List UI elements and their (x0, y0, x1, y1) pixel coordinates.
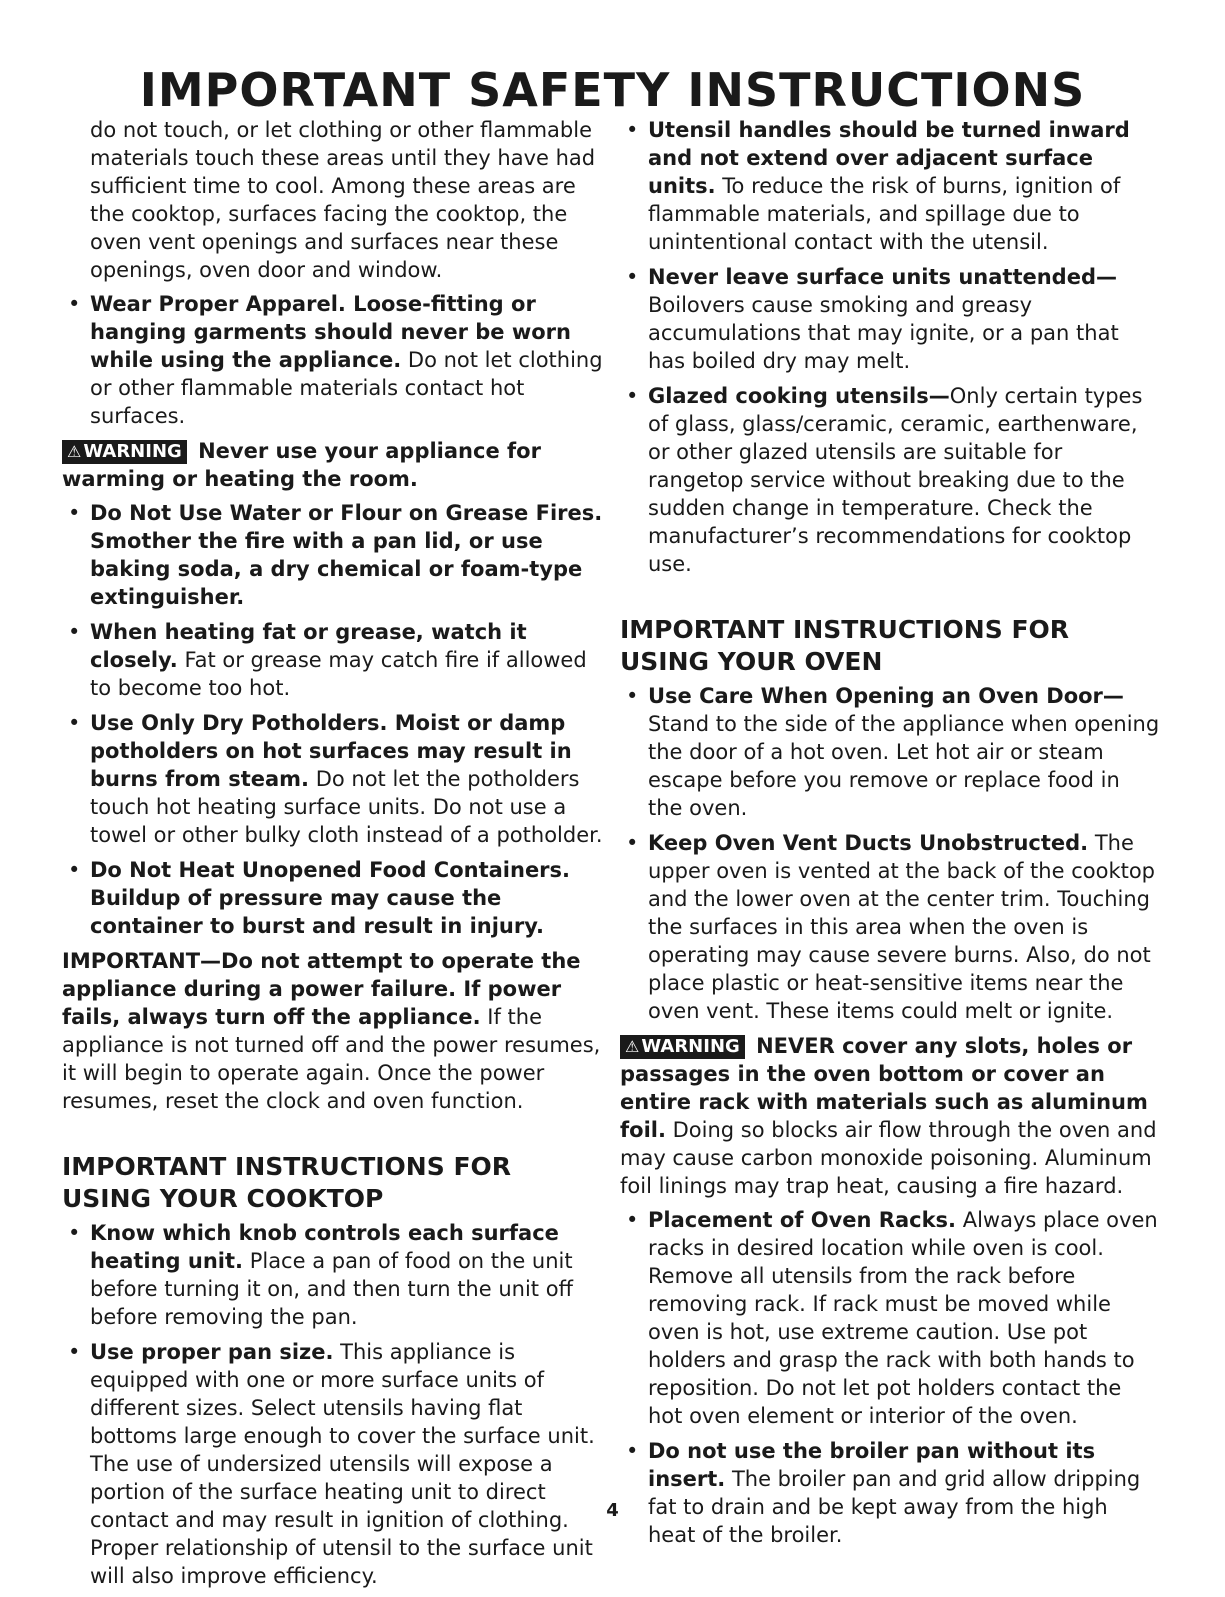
list-item (62, 499, 607, 611)
item-bold: Do Not Use Water or Flour on Grease Fires. Smother the fire with a pan lid, or use baking soda, a dry chemical or foam-type extinguisher. (90, 501, 603, 609)
warning-text: Never use your appliance for warming or heating the room. (62, 439, 541, 491)
warning-note (620, 1032, 1160, 1200)
warning-detail: Doing so blocks air flow through the oven and may cause carbon monoxide poisoning. Aluminum foil linings may trap heat, causing a fire hazard. (620, 1118, 1157, 1198)
item-text: The upper oven is vented at the back of the cooktop and the lower oven at the center trim. Touching the surfaces in this area when the oven is operating may cause severe burns. Also, do not place plastic or heat-sensitive items near the oven vent. These items could melt or ignite. (648, 831, 1156, 1023)
cooktop-list-continued (620, 116, 1160, 578)
item-text: This appliance is equipped with one or more surface units of different sizes. Select utensils having flat bottoms large enough to cover the surface unit. The use of undersized utensils will expose a portion of the surface heating unit to direct contact and may result in ignition of clothing. Proper relationship of utensil to the surface unit will also improve efficiency. (90, 1340, 595, 1588)
page-number: 4 (606, 1500, 619, 1521)
item-bold: Utensil handles should be turned inward and not extend over adjacent surface units. (648, 118, 1130, 198)
oven-section-heading: IMPORTANT INSTRUCTIONS FOR USING YOUR OVEN (620, 615, 1070, 676)
item-bold: Wear Proper Apparel. Loose-fitting or hanging garments should never be worn while using the appliance. (90, 292, 571, 372)
note-text: If the appliance is not turned off and the power resumes, it will begin to operate again. Once the power resumes, reset the clock and oven function. (62, 1005, 601, 1113)
item-bold: Use Care When Opening an Oven Door— (648, 684, 1124, 708)
list-item (620, 1437, 1160, 1549)
list-item (620, 1206, 1160, 1430)
page-title: IMPORTANT SAFETY INSTRUCTIONS (139, 63, 1086, 117)
oven-list-continued (620, 1206, 1160, 1549)
item-text: Only certain types of glass, glass/ceramic, ceramic, earthenware, or other glazed utensils are suitable for rangetop service without breaking due to the sudden change in temperature. Check the manufacturer’s recommendations for cooktop use. (648, 384, 1143, 576)
item-bold: Glazed cooking utensils— (648, 384, 950, 408)
item-text: To reduce the risk of burns, ignition of flammable materials, and spillage due to unintentional contact with the utensil. (648, 174, 1121, 254)
item-text: The broiler pan and grid allow dripping fat to drain and be kept away from the high heat of the broiler. (648, 1467, 1141, 1547)
list-item (620, 263, 1160, 375)
item-bold: Know which knob controls each surface heating unit. (90, 1221, 559, 1273)
list-item (62, 1219, 607, 1331)
item-text: Do not let the potholders touch hot heating surface units. Do not use a towel or other bulky cloth instead of a potholder. (90, 767, 603, 847)
item-text: Fat or grease may catch fire if allowed to become too hot. (90, 648, 587, 700)
warning-triangle-icon: ⚠ (625, 1037, 640, 1056)
item-bold: Do not use the broiler pan without its insert. (648, 1439, 1096, 1491)
item-bold: Do Not Heat Unopened Food Containers. Buildup of pressure may cause the container to burst and result in injury. (90, 858, 571, 938)
item-bold: Placement of Oven Racks. (648, 1208, 957, 1232)
list-item (620, 829, 1160, 1025)
power-failure-note (62, 947, 607, 1115)
warning-badge: ⚠ WARNING (620, 1035, 745, 1059)
warning-badge: ⚠ WARNING (62, 440, 187, 464)
item-text: Stand to the side of the appliance when opening the door of a hot oven. Let hot air or steam escape before you remove or replace food in the oven. (648, 712, 1160, 820)
warning-triangle-icon: ⚠ (67, 442, 82, 461)
warning-text: NEVER cover any slots, holes or passages in the oven bottom or cover an entire rack with materials such as aluminum foil. (620, 1034, 1148, 1142)
item-bold: Never leave surface units unattended— (648, 265, 1117, 289)
list-item (62, 290, 607, 430)
item-bold: Keep Oven Vent Ducts Unobstructed. (648, 831, 1089, 855)
right-column (620, 116, 1160, 1556)
cooktop-list (62, 1219, 607, 1590)
continued-paragraph: do not touch, or let clothing or other flammable materials touch these areas until they have had sufficient time to cool. Among these areas are the cooktop, surfaces facing the cooktop, the oven vent openings and surfaces near these openings, oven door and window. (90, 118, 596, 282)
list-item (62, 618, 607, 702)
item-text: Always place oven racks in desired location while oven is cool. Remove all utensils from the rack before removing rack. If rack must be moved while oven is hot, use extreme caution. Use pot holders and grasp the rack with both hands to reposition. Do not let pot holders contact the hot oven element or interior of the oven. (648, 1208, 1158, 1428)
warning-note (62, 437, 607, 493)
item-bold: Use proper pan size. (90, 1340, 334, 1364)
list-item (620, 682, 1160, 822)
list-item (620, 116, 1160, 256)
item-text: Place a pan of food on the unit before turning it on, and then turn the unit off before removing the pan. (90, 1249, 574, 1329)
item-text: Do not let clothing or other flammable materials contact hot surfaces. (90, 348, 603, 428)
left-column (62, 116, 607, 1597)
safety-list (62, 499, 607, 940)
note-bold: IMPORTANT—Do not attempt to operate the appliance during a power failure. If power fails, always turn off the appliance. (62, 949, 581, 1029)
item-bold: When heating fat or grease, watch it closely. (90, 620, 527, 672)
list-item (620, 382, 1160, 578)
item-text: Boilovers cause smoking and greasy accumulations that may ignite, or a pan that has boiled dry may melt. (648, 293, 1119, 373)
list-item (62, 856, 607, 940)
cooktop-section-heading: IMPORTANT INSTRUCTIONS FOR USING YOUR COOKTOP (62, 1152, 512, 1213)
oven-list (620, 682, 1160, 1025)
safety-list (62, 290, 607, 430)
list-item (62, 709, 607, 849)
list-item (62, 1338, 607, 1590)
item-bold: Use Only Dry Potholders. Moist or damp potholders on hot surfaces may result in burns from steam. (90, 711, 572, 791)
